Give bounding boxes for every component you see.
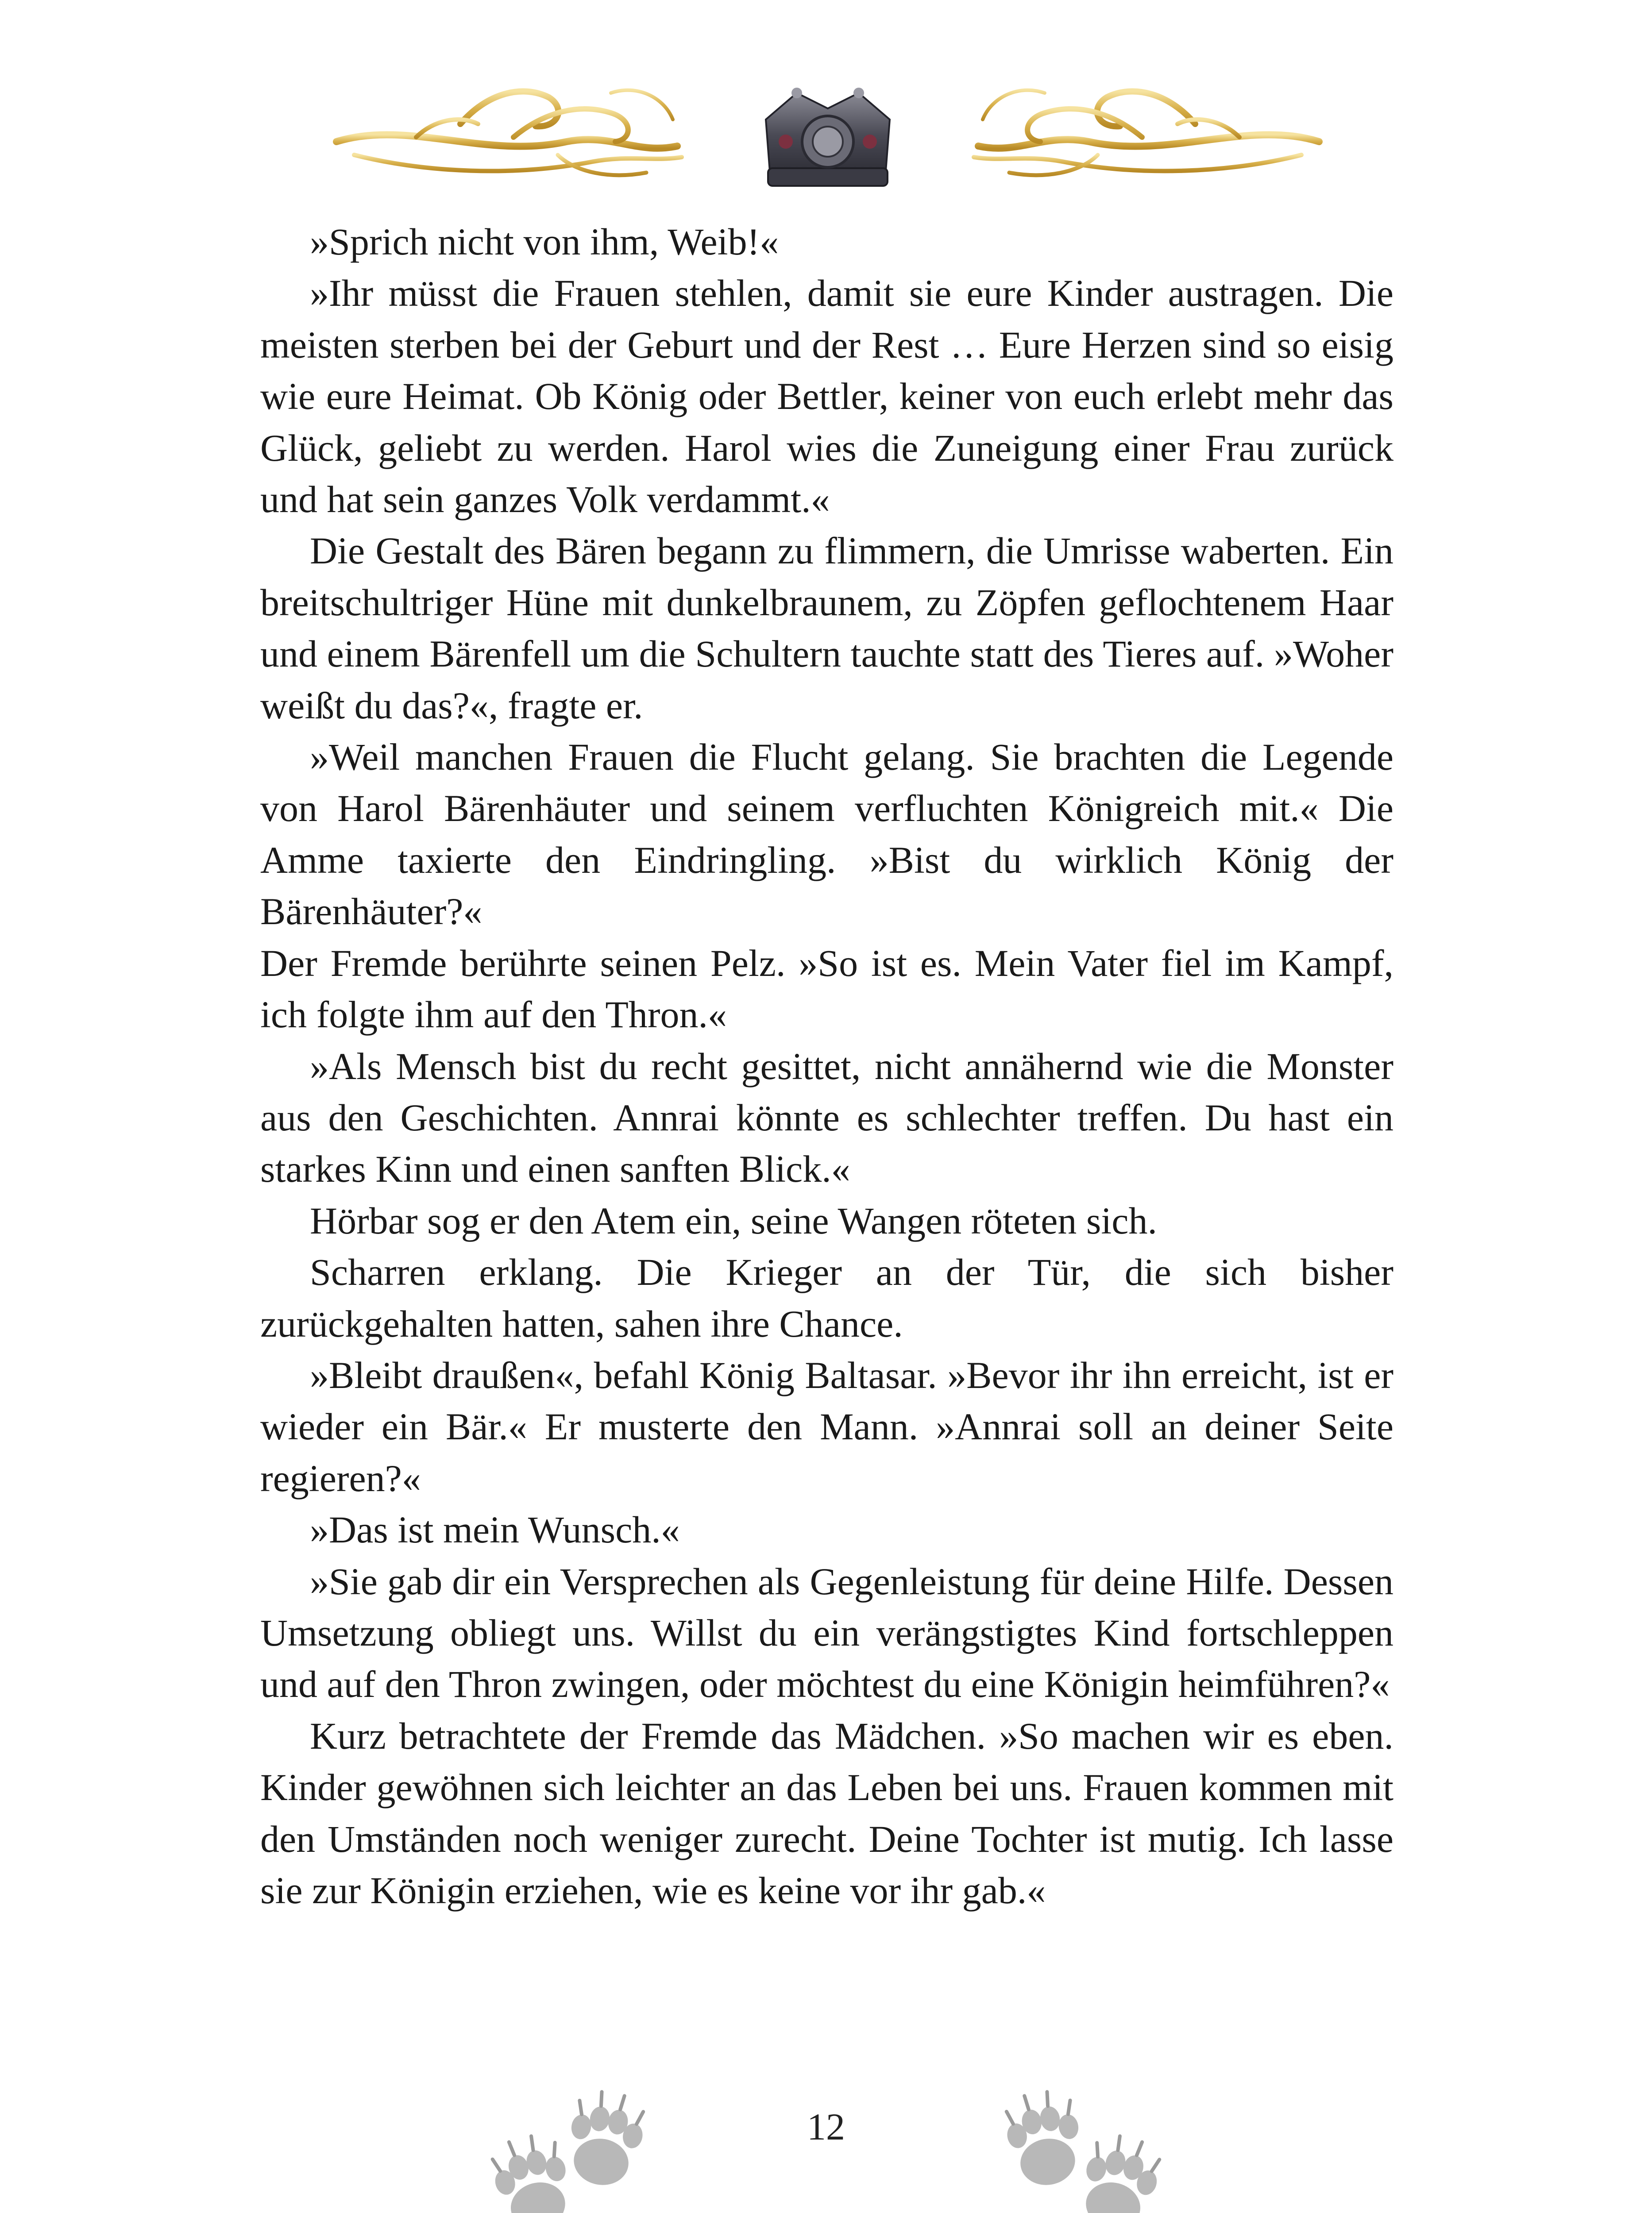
paragraph: Hörbar sog er den Atem ein, seine Wangen röteten sich.: [310, 1199, 1157, 1242]
gold-flourish-left-icon: [336, 90, 682, 175]
bear-paw-icon: [1073, 2130, 1166, 2213]
header-ornament: [328, 66, 1328, 199]
paragraph: »Ihr müsst die Frauen stehlen, damit sie eure Kinder austragen. Die meisten sterben bei der Geburt und der Rest … Eure Herzen sind so eisig wie eure Heimat. Ob König oder Bettler, keiner von euch erlebt mehr das Glück, geliebt zu werden. Harol wies die Zuneigung einer Frau zurück und hat sein ganzes Volk verdammt.«: [260, 272, 1393, 521]
body-text: [260, 216, 1393, 1916]
paragraph: Der Fremde berührte seinen Pelz. »So ist es. Mein Vater fiel im Kampf, ich folgte ihm auf den Thron.«: [260, 941, 1393, 1036]
gold-flourish-right-icon: [974, 90, 1319, 175]
paragraph: »Sie gab dir ein Versprechen als Gegenleistung für deine Hilfe. Dessen Umsetzung obliegt uns. Willst du ein verängstigtes Kind fortschleppen und auf den Thron zwingen, oder möchtest du eine Königin heimführen?«: [260, 1560, 1393, 1706]
bear-paw-icon: [486, 2130, 579, 2213]
crown-icon: [766, 88, 890, 186]
paragraph: Die Gestalt des Bären begann zu flimmern, die Umrisse waberten. Ein breitschultriger Hüne mit dunkelbraunem, zu Zöpfen geflochtenem Haar und einem Bärenfell um die Schultern tauchte statt des Tieres auf. »Woher weißt du das?«, fragte er.: [260, 529, 1393, 727]
page-number: 12: [807, 2105, 845, 2148]
paragraph: »Das ist mein Wunsch.«: [310, 1508, 680, 1551]
paragraph: »Bleibt draußen«, befahl König Baltasar. »Bevor ihr ihn erreicht, ist er wieder ein Bär.« Er musterte den Mann. »Annrai soll an deiner Seite regieren?«: [260, 1353, 1393, 1500]
paragraph: Scharren erklang. Die Krieger an der Tür, die sich bisher zurückgehalten hatten, sahen ihre Chance.: [260, 1251, 1393, 1345]
paragraph: Kurz betrachtete der Fremde das Mädchen. »So machen wir es eben. Kinder gewöhnen sich leichter an das Leben bei uns. Frauen kommen mit den Umständen noch weniger zurecht. Deine Tochter ist mutig. Ich lasse sie zur Königin erziehen, wie es keine vor ihr gab.«: [260, 1714, 1393, 1912]
paragraph: »Weil manchen Frauen die Flucht gelang. Sie brachten die Legende von Harol Bärenhäuter und seinem verfluchten Königreich mit.« Die Amme taxierte den Eindringling. »Bist du wirklich König der Bärenhäuter?«: [260, 736, 1393, 933]
bear-paw-icon: [562, 2089, 649, 2191]
paragraph: »Sprich nicht von ihm, Weib!«: [310, 220, 779, 263]
paragraph: »Als Mensch bist du recht gesittet, nicht annähernd wie die Monster aus den Geschichten. Annrai könnte es schlechter treffen. Du hast ein starkes Kinn und einen sanften Blick.«: [260, 1045, 1393, 1191]
bear-paw-icon: [1001, 2089, 1088, 2190]
